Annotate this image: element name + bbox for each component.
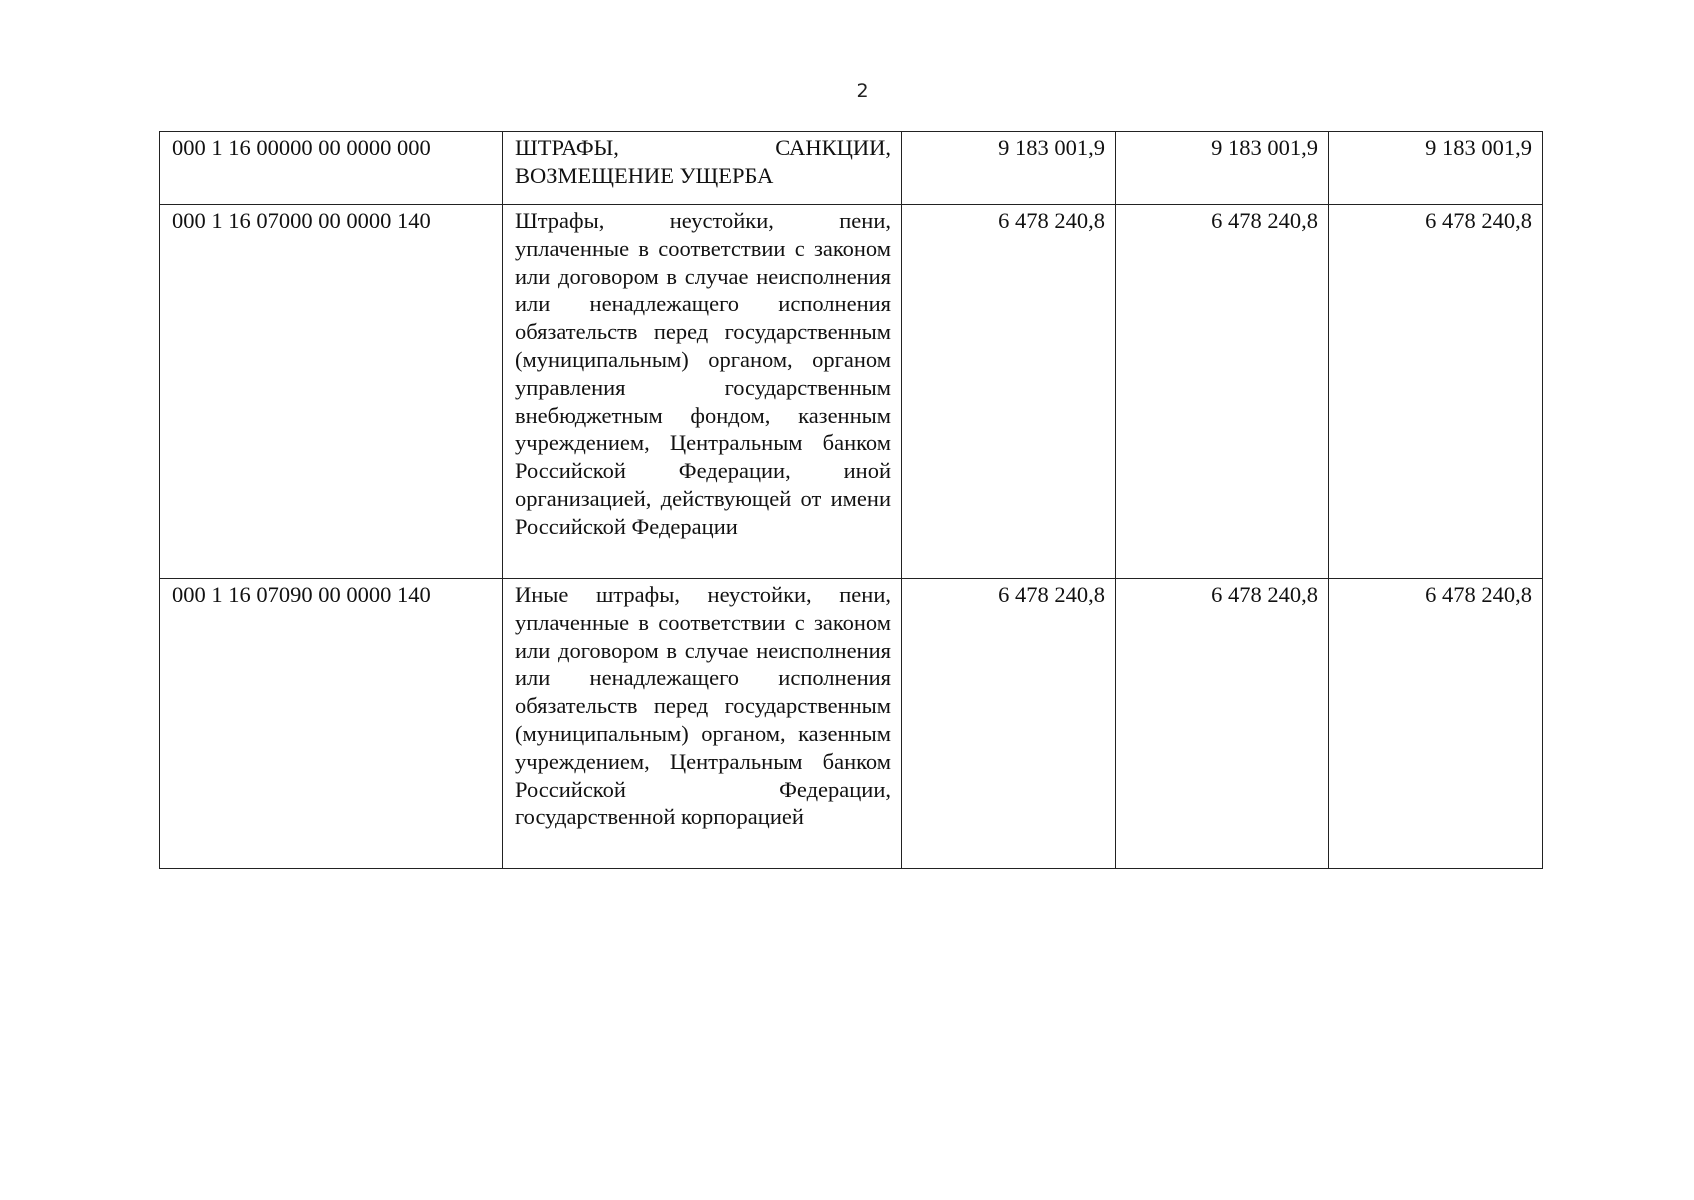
value-cell-year-3: 9 183 001,9 [1329, 132, 1543, 205]
value-cell-year-3: 6 478 240,8 [1329, 205, 1543, 579]
budget-code-cell: 000 1 16 07090 00 0000 140 [160, 579, 503, 869]
table-row [160, 132, 1543, 205]
revenue-table [159, 131, 1543, 869]
value-cell-year-1: 6 478 240,8 [902, 205, 1116, 579]
revenue-name-cell: Штрафы, неустойки, пени, уплаченные в соответствии с законом или договором в случае неисполнения или ненадлежащего исполнения обязательств перед государственным (муниципальным) органом, органом управления государственным внебюджетным фондом, казенным учреждением, Центральным банком Российской Федерации, иной организацией, действующей от имени Российской Федерации [503, 205, 902, 579]
value-cell-year-1: 6 478 240,8 [902, 579, 1116, 869]
page-number: 2 [856, 80, 869, 102]
value-cell-year-2: 6 478 240,8 [1116, 579, 1329, 869]
revenue-name-cell: ШТРАФЫ, САНКЦИИ, ВОЗМЕЩЕНИЕ УЩЕРБА [503, 132, 902, 205]
budget-code-cell: 000 1 16 07000 00 0000 140 [160, 205, 503, 579]
table-row [160, 205, 1543, 579]
value-cell-year-1: 9 183 001,9 [902, 132, 1116, 205]
revenue-name-cell: Иные штрафы, неустойки, пени, уплаченные в соответствии с законом или договором в случае неисполнения или ненадлежащего исполнения обязательств перед государственным (муниципальным) органом, казенным учреждением, Центральным банком Российской Федерации, государственной корпорацией [503, 579, 902, 869]
value-cell-year-2: 9 183 001,9 [1116, 132, 1329, 205]
budget-code-cell: 000 1 16 00000 00 0000 000 [160, 132, 503, 205]
value-cell-year-2: 6 478 240,8 [1116, 205, 1329, 579]
table-row [160, 579, 1543, 869]
value-cell-year-3: 6 478 240,8 [1329, 579, 1543, 869]
